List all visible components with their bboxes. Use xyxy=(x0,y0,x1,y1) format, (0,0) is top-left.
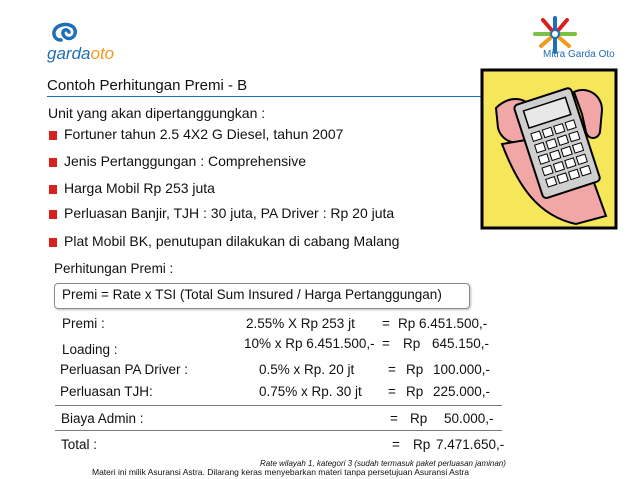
row-cur-loading: Rp xyxy=(403,336,421,351)
logo-oto-text: oto xyxy=(90,44,115,63)
admin-cur: Rp xyxy=(410,411,428,426)
row-label-tjh: Perluasan TJH: xyxy=(60,384,153,399)
admin-amount: 50.000,- xyxy=(444,411,494,426)
bullet-vehicle: Fortuner tahun 2.5 4X2 G Diesel, tahun 2007 xyxy=(64,126,344,142)
separator-line xyxy=(55,430,502,431)
rate-note: Rate wilayah 1, kategori 3 (sudah termasuk paket perluasan jaminan) xyxy=(260,459,506,468)
row-cur-tjh: Rp xyxy=(406,384,424,399)
bullet-coverage-type: Jenis Pertanggungan : Comprehensive xyxy=(64,153,307,169)
row-calc-premi: 2.55% X Rp 253 jt xyxy=(246,316,355,331)
total-amount: 7.471.650,- xyxy=(436,437,505,452)
row-calc-tjh: 0.75% x Rp. 30 jt xyxy=(259,384,362,399)
row-calc-loading: 10% x Rp 6.451.500,- xyxy=(244,336,375,351)
row-amount-loading: 645.150,- xyxy=(432,336,490,351)
unit-heading: Unit yang akan dipertanggungkan : xyxy=(48,105,266,121)
admin-eq: = xyxy=(390,411,398,426)
row-eq-pa-driver: = xyxy=(388,362,396,377)
total-cur: Rp xyxy=(413,437,431,452)
row-label-premi: Premi : xyxy=(62,316,105,331)
row-cur-premi: Rp xyxy=(398,316,416,331)
bullet-marker xyxy=(49,238,57,247)
logo-garda-text: garda xyxy=(47,44,91,63)
mitra-garda-oto-label: Mitra Garda Oto xyxy=(543,49,615,60)
footer-disclaimer: Materi ini milik Asuransi Astra. Dilarang keras menyebarkan materi tanpa persetujuan Asuransi Astra xyxy=(92,467,470,477)
formula-text: Premi = Rate x TSI (Total Sum Insured / Harga Pertanggungan) xyxy=(62,287,442,302)
row-eq-premi: = xyxy=(382,316,390,331)
slide-title: Contoh Perhitungan Premi - B xyxy=(47,77,248,94)
bullet-plate-branch: Plat Mobil BK, penutupan dilakukan di cabang Malang xyxy=(64,233,400,249)
admin-label: Biaya Admin : xyxy=(61,411,144,426)
row-cur-pa-driver: Rp xyxy=(406,362,424,377)
bullet-marker xyxy=(49,158,57,167)
total-label: Total : xyxy=(61,437,98,452)
bullet-extensions: Perluasan Banjir, TJH : 30 juta, PA Driver : Rp 20 juta xyxy=(64,205,395,221)
calculator-hand-icon xyxy=(478,66,620,232)
separator-line xyxy=(55,405,502,406)
bullet-car-price: Harga Mobil Rp 253 juta xyxy=(64,180,215,196)
row-calc-pa-driver: 0.5% x Rp. 20 jt xyxy=(259,362,355,377)
row-eq-tjh: = xyxy=(388,384,396,399)
row-label-pa-driver: Perluasan PA Driver : xyxy=(60,362,189,377)
bullet-marker xyxy=(49,185,57,194)
bullet-marker xyxy=(49,210,57,219)
gardaoto-logo xyxy=(47,20,137,64)
row-label-loading: Loading : xyxy=(62,342,118,357)
row-amount-tjh: 225.000,- xyxy=(433,384,491,399)
calc-heading: Perhitungan Premi : xyxy=(54,261,174,276)
row-amount-premi: 6.451.500,- xyxy=(419,316,488,331)
row-eq-loading: = xyxy=(382,336,390,351)
bullet-marker xyxy=(49,131,57,140)
total-eq: = xyxy=(392,437,400,452)
row-amount-pa-driver: 100.000,- xyxy=(433,362,491,377)
